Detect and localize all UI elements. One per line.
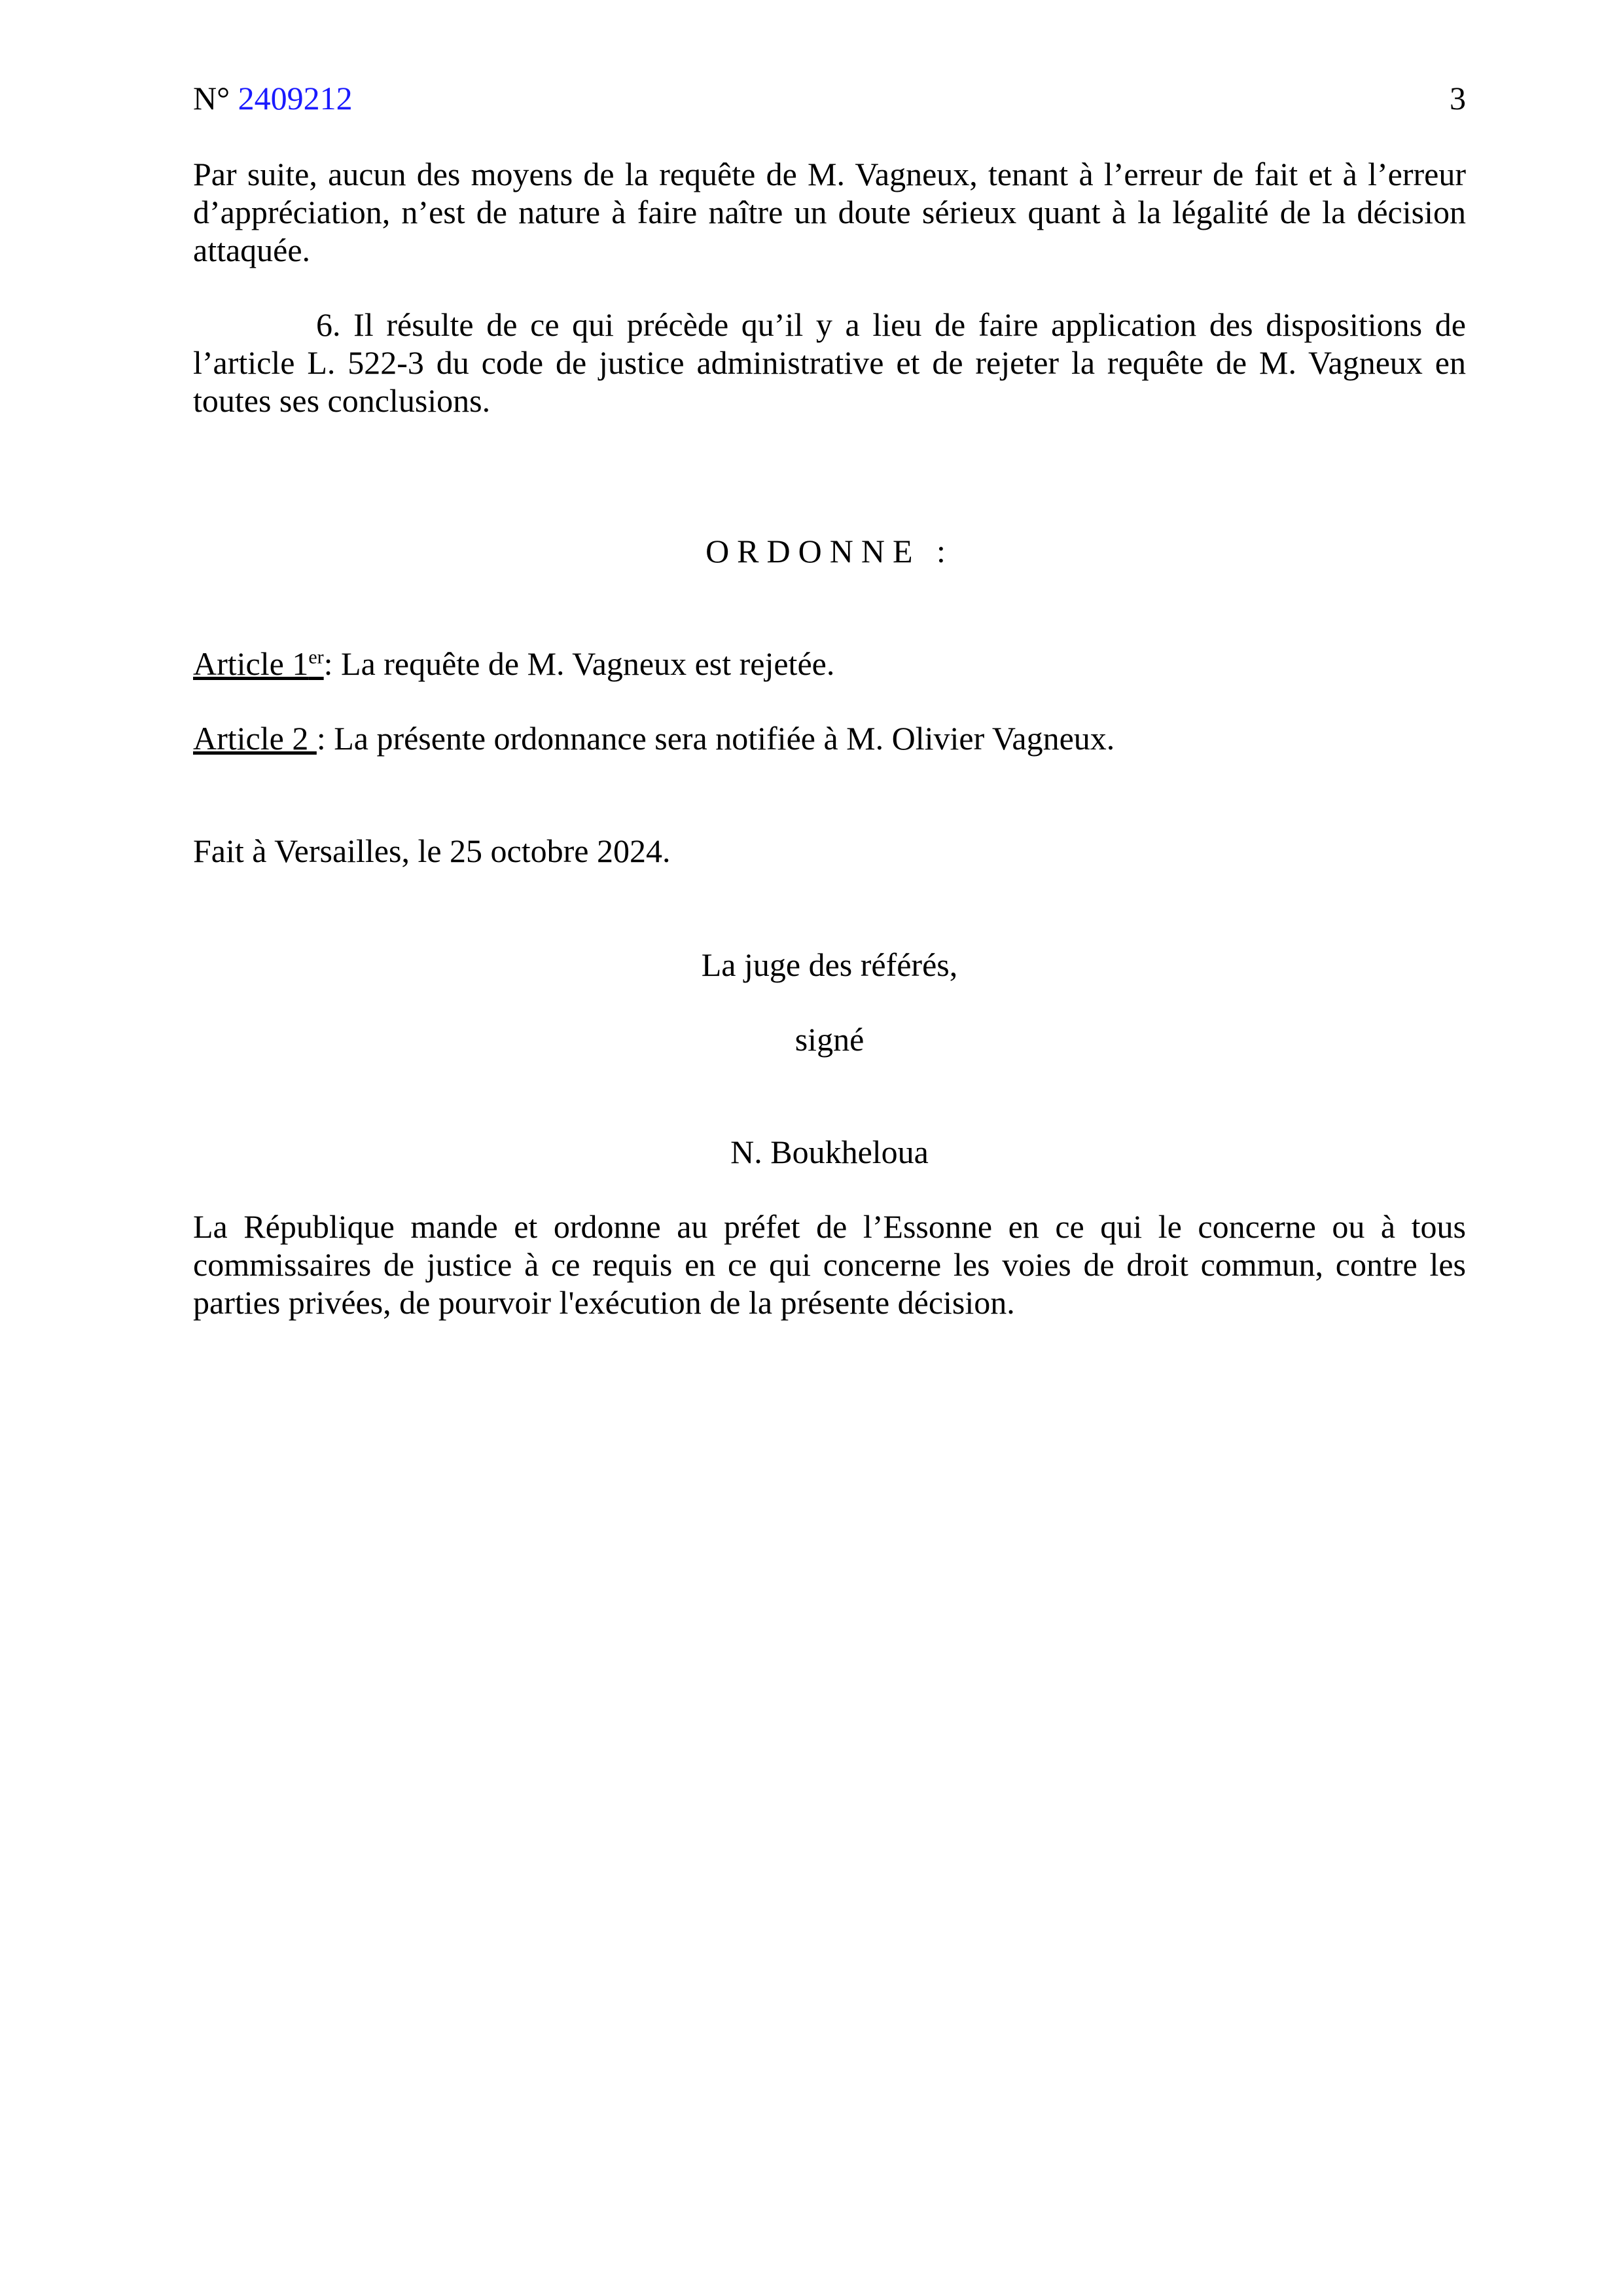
executory-formula: La République mande et ordonne au préfet de l’Essonne en ce qui le concerne ou à tous commissaires de justice à ce requis en ce qui concerne les voies de droit commun, contre les parties privées, de pourvoir l'exécution de la présente décision. <box>193 1208 1466 1321</box>
signature-name: N. Boukheloua <box>730 1134 929 1170</box>
article-1 <box>193 645 1466 683</box>
paragraph-conclusion: Par suite, aucun des moyens de la requête de M. Vagneux, tenant à l’erreur de fait et à l’erreur d’appréciation, n’est de nature à faire naître un doute sérieux quant à la légalité de la décision attaquée. <box>193 156 1466 268</box>
ordonne-heading: ORDONNE : <box>705 533 954 569</box>
place-date: Fait à Versailles, le 25 octobre 2024. <box>193 833 671 869</box>
page-header <box>193 79 1466 117</box>
case-number: 2409212 <box>238 80 353 117</box>
signature-signed: signé <box>794 1021 865 1058</box>
paragraph-6: 6. Il résulte de ce qui précède qu’il y a lieu de faire application des dispositions de l’article L. 522-3 du code de justice administrative et de rejeter la requête de M. Vagneux en toutes ses conclusions. <box>193 306 1466 419</box>
signature-title: La juge des référés, <box>701 946 958 983</box>
case-number-prefix: N° <box>193 80 230 117</box>
article-1-label: Article 1er <box>193 645 324 682</box>
page-number: 3 <box>1450 80 1466 117</box>
article-2 <box>193 719 1466 757</box>
article-2-label: Article 2 <box>193 720 317 757</box>
article-2-text: : La présente ordonnance sera notifiée à M. Olivier Vagneux. <box>316 720 1115 757</box>
article-1-text: : La requête de M. Vagneux est rejetée. <box>323 645 835 682</box>
